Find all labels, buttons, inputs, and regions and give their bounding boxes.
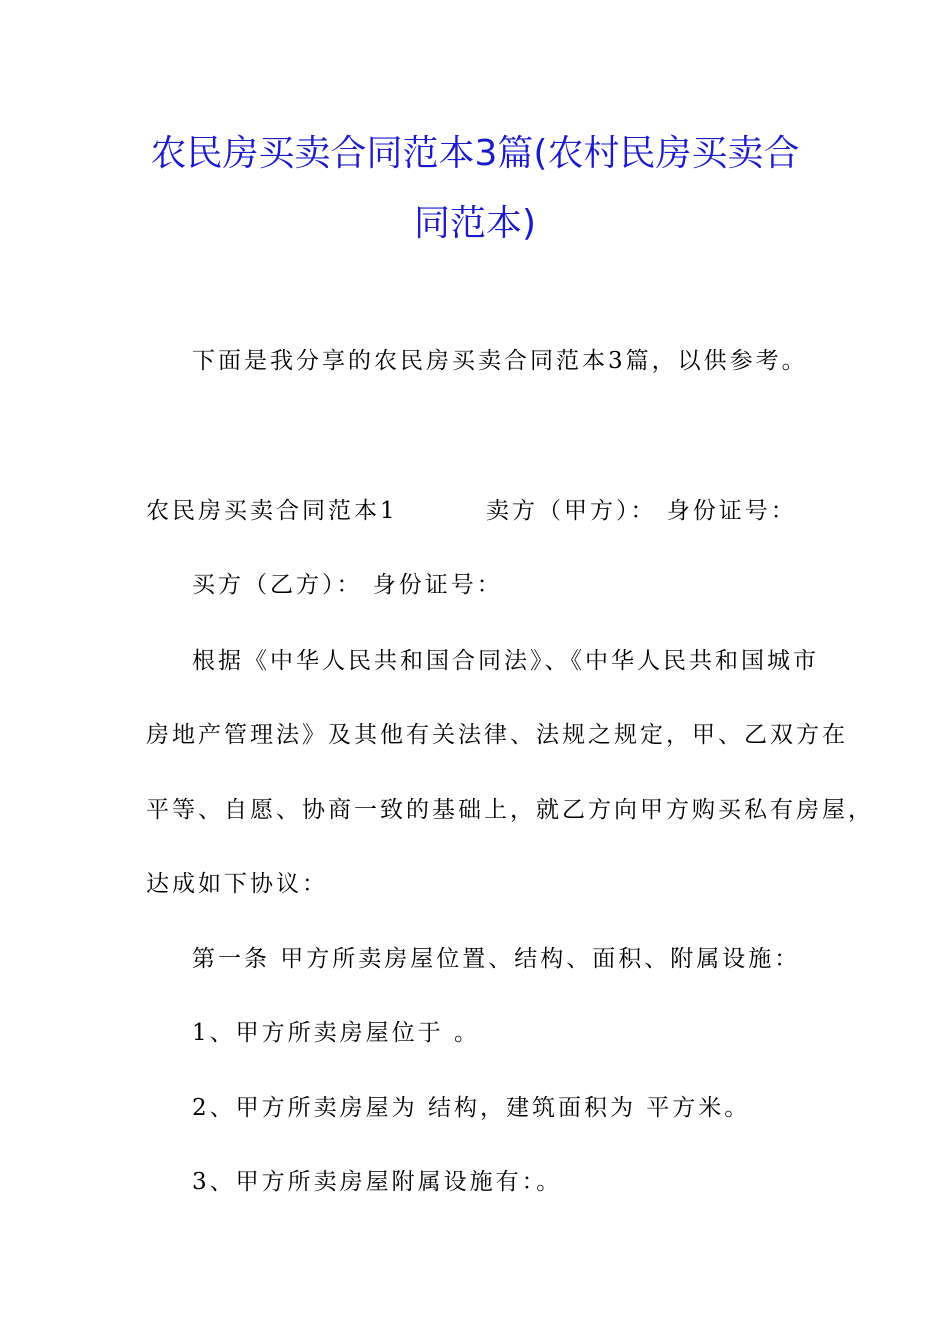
document-title-line-2: 同范本) [413,203,537,244]
intro-paragraph: 下面是我分享的农民房买卖合同范本3篇，以供参考。 [192,348,808,374]
body-paragraph-line-1: 根据《中华人民共和国合同法》、《中华人民共和国城市 [192,648,819,674]
article-1-heading: 第一条 甲方所卖房屋位置、结构、面积、附属设施： [192,946,801,972]
article-1-item-3: 3、甲方所卖房屋附属设施有：。 [192,1169,563,1195]
article-1-item-1: 1、甲方所卖房屋位于 。 [192,1020,480,1046]
body-paragraph-line-4: 达成如下协议： [146,871,328,897]
article-1-item-2: 2、甲方所卖房屋为 结构，建筑面积为 平方米。 [192,1095,751,1121]
body-paragraph-line-2: 房地产管理法》及其他有关法律、法规之规定，甲、乙双方在 [146,722,848,748]
body-paragraph-line-3: 平等、自愿、协商一致的基础上，就乙方向甲方购买私有房屋， [146,797,874,823]
document-title-line-1: 农民房买卖合同范本3篇(农村民房买卖合 [150,133,800,174]
seller-line: 卖方（甲方）： 身份证号： [486,498,797,524]
section-heading-contract-1: 农民房买卖合同范本1 [146,498,398,524]
buyer-line: 买方（乙方）： 身份证号： [192,572,503,598]
